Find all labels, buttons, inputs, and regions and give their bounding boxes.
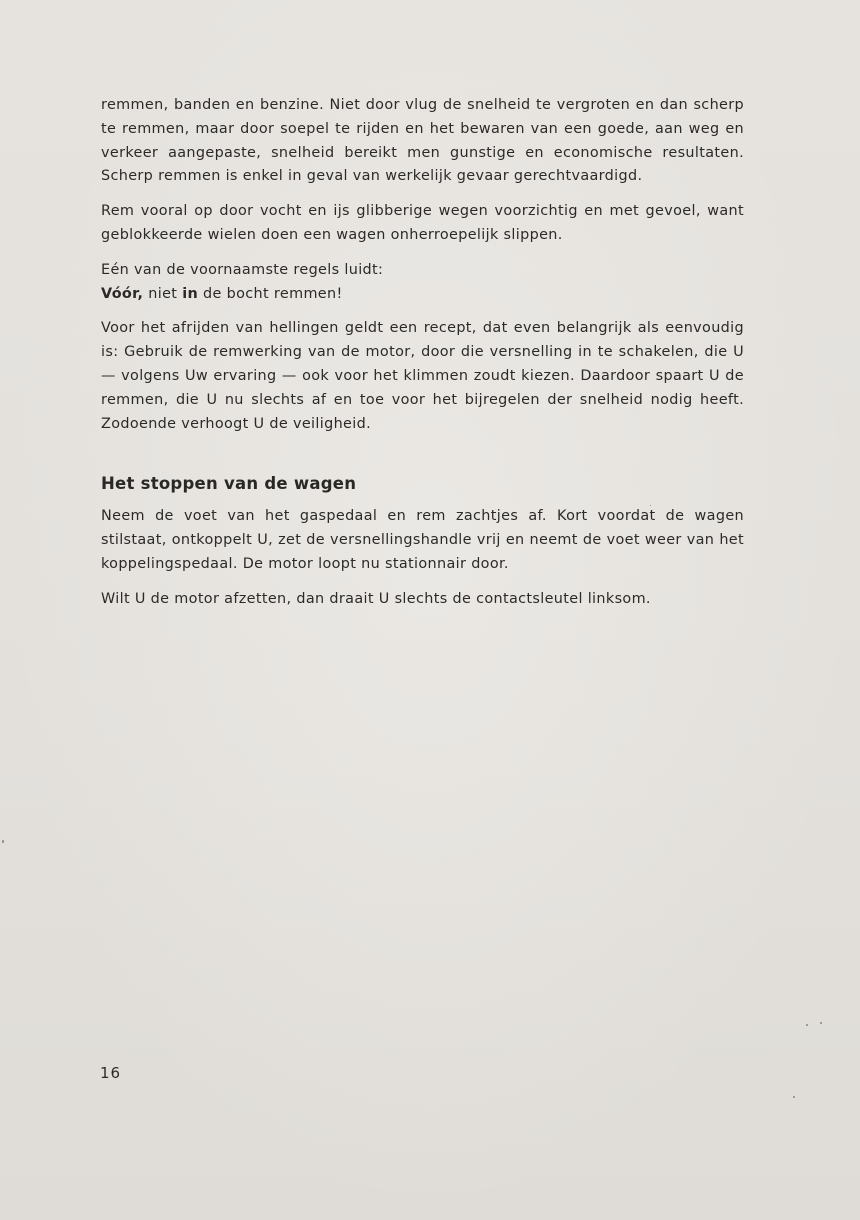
- section-heading: Het stoppen van de wagen: [101, 474, 357, 494]
- rule-intro: Eén van de voornaamste regels luidt:: [101, 261, 384, 278]
- paragraph-engine-off: Wilt U de motor afzetten, dan draait U slechts de contactsleutel linksom.: [101, 590, 651, 607]
- page-number: 16: [100, 1064, 122, 1082]
- paragraph-stopping: Neem de voet van het gaspedaal en rem zachtjes af. Kort voordat de wagen stilstaat, ontkoppelt U, zet de versnellingshandle vrij en neemt de voet weer van het koppelingspedaal. De motor loopt nu stationnair door.: [101, 508, 744, 572]
- paper-speck: [650, 505, 651, 506]
- paragraph-braking-economy: remmen, banden en benzine. Niet door vlug de snelheid te vergroten en dan scherp te remmen, maar door soepel te rijden en het bewaren van een goede, aan weg en verkeer aangepaste, snelheid bereikt men gunstige en economische resultaten. Scherp remmen is enkel in geval van werkelijk gevaar gerechtvaardigd.: [101, 97, 744, 185]
- text-column: [101, 94, 744, 623]
- rule-statement: [101, 283, 744, 307]
- rule-word-not: niet: [143, 285, 183, 302]
- paragraph-engine-braking: Voor het afrijden van hellingen geldt een recept, dat even belangrijk als eenvoudig is: Gebruik de remwerking van de motor, door die versnelling in te schakelen, die U — volgens Uw ervaring — ook voor het klimmen zoudt kiezen. Daardoor spaart U de remmen, die U nu slechts af en toe voor het bijregelen der snelheid nodig heeft. Zodoende verhoogt U de veiligheid.: [101, 320, 744, 432]
- rule-word-before: Vóór,: [101, 285, 144, 302]
- rule-word-rest: de bocht remmen!: [198, 285, 343, 302]
- paragraph-slippery-roads: Rem vooral op door vocht en ijs glibberige wegen voorzichtig en met gevoel, want geblokkeerde wielen doen een wagen onherroepelijk slippen.: [101, 203, 744, 243]
- rule-word-in: in: [182, 285, 199, 302]
- paper-speck: [820, 1022, 822, 1024]
- paper-speck: [2, 840, 4, 843]
- paper-speck: [806, 1024, 808, 1026]
- braking-rule: [101, 259, 744, 307]
- paper-speck: [793, 1096, 795, 1098]
